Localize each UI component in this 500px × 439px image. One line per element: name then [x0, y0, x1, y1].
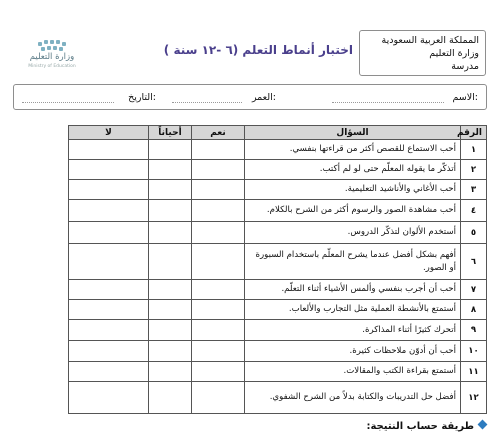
answer-yes-cell[interactable]	[192, 280, 245, 300]
answer-no-cell[interactable]	[69, 244, 149, 280]
row-number: ١	[461, 140, 487, 160]
row-number: ١٢	[461, 382, 487, 414]
row-question: أتحرك كثيرًا أثناء المذاكرة.	[245, 320, 461, 341]
row-question: أفضل حل التدريبات والكتابة بدلاً من الشرح الشفوي.	[245, 382, 461, 414]
answer-sometimes-cell[interactable]	[149, 244, 192, 280]
row-number: ٣	[461, 180, 487, 200]
logo-subtext: Ministry of Education	[28, 64, 76, 69]
table-row	[69, 341, 487, 362]
learning-styles-table	[68, 125, 487, 414]
answer-yes-cell[interactable]	[192, 320, 245, 341]
row-number: ٢	[461, 160, 487, 180]
table-row	[69, 320, 487, 341]
name-label: الاسم:	[452, 92, 478, 103]
answer-yes-cell[interactable]	[192, 140, 245, 160]
table-row	[69, 280, 487, 300]
answer-no-cell[interactable]	[69, 382, 149, 414]
ministry-label: وزارة التعليم	[429, 48, 479, 59]
answer-no-cell[interactable]	[69, 362, 149, 382]
header-sometimes: أحياناً	[149, 126, 192, 140]
country-label: المملكة العربية السعودية	[381, 35, 479, 46]
age-line[interactable]	[172, 94, 242, 103]
school-info-box	[359, 30, 486, 76]
answer-yes-cell[interactable]	[192, 300, 245, 320]
date-line[interactable]	[22, 94, 114, 103]
table-row	[69, 140, 487, 160]
answer-no-cell[interactable]	[69, 280, 149, 300]
answer-yes-cell[interactable]	[192, 160, 245, 180]
logo-text: وزارة التعليم	[29, 52, 75, 62]
answer-yes-cell[interactable]	[192, 222, 245, 244]
answer-yes-cell[interactable]	[192, 244, 245, 280]
row-number: ٨	[461, 300, 487, 320]
answer-no-cell[interactable]	[69, 160, 149, 180]
student-info-box	[13, 84, 487, 110]
answer-no-cell[interactable]	[69, 140, 149, 160]
row-question: أستمتع بالأنشطة العملية مثل التجارب والألعاب.	[245, 300, 461, 320]
row-question: أستمتع بقراءة الكتب والمقالات.	[245, 362, 461, 382]
answer-sometimes-cell[interactable]	[149, 200, 192, 222]
result-section-heading	[366, 421, 486, 432]
row-number: ٥	[461, 222, 487, 244]
result-label: طريقة حساب النتيجة:	[366, 421, 474, 432]
page-title: اختبار أنماط التعلم (٦ -١٢ سنة )	[163, 43, 353, 57]
answer-sometimes-cell[interactable]	[149, 180, 192, 200]
answer-sometimes-cell[interactable]	[149, 140, 192, 160]
table-row	[69, 180, 487, 200]
answer-no-cell[interactable]	[69, 200, 149, 222]
diamond-bullet-icon	[478, 420, 488, 430]
answer-yes-cell[interactable]	[192, 382, 245, 414]
answer-sometimes-cell[interactable]	[149, 320, 192, 341]
row-number: ٩	[461, 320, 487, 341]
answer-no-cell[interactable]	[69, 300, 149, 320]
row-number: ١٠	[461, 341, 487, 362]
row-question: أحب أن أدوّن ملاحظات كثيرة.	[245, 341, 461, 362]
row-question: أحب أن أجرب بنفسي وألمس الأشياء أثناء التعلّم.	[245, 280, 461, 300]
row-number: ٦	[461, 244, 487, 280]
answer-sometimes-cell[interactable]	[149, 280, 192, 300]
row-question: أحب الاستماع للقصص أكثر من قراءتها بنفسي.	[245, 140, 461, 160]
answer-sometimes-cell[interactable]	[149, 300, 192, 320]
header-yes: نعم	[192, 126, 245, 140]
date-label: التاريخ:	[128, 92, 156, 103]
row-number: ٧	[461, 280, 487, 300]
table-row	[69, 362, 487, 382]
answer-sometimes-cell[interactable]	[149, 222, 192, 244]
answer-sometimes-cell[interactable]	[149, 382, 192, 414]
answer-sometimes-cell[interactable]	[149, 362, 192, 382]
answer-sometimes-cell[interactable]	[149, 341, 192, 362]
name-line[interactable]	[332, 94, 444, 103]
header-number: الرقم	[461, 126, 487, 140]
row-question: أفهم بشكل أفضل عندما يشرح المعلّم باستخدام السبورة أو الصور.	[245, 244, 461, 280]
table-header-row	[69, 126, 487, 140]
answer-no-cell[interactable]	[69, 180, 149, 200]
answer-no-cell[interactable]	[69, 341, 149, 362]
answer-no-cell[interactable]	[69, 320, 149, 341]
row-question: أتذكّر ما يقوله المعلّم حتى لو لم أكتب.	[245, 160, 461, 180]
row-question: أحب الأغاني والأناشيد التعليمية.	[245, 180, 461, 200]
header-question: السؤال	[245, 126, 461, 140]
answer-sometimes-cell[interactable]	[149, 160, 192, 180]
table-row	[69, 160, 487, 180]
table-row	[69, 222, 487, 244]
answer-yes-cell[interactable]	[192, 362, 245, 382]
answer-yes-cell[interactable]	[192, 180, 245, 200]
header-no: لا	[69, 126, 149, 140]
age-label: العمر:	[251, 92, 276, 103]
table-row	[69, 200, 487, 222]
table-row	[69, 382, 487, 414]
table-row	[69, 244, 487, 280]
table-row	[69, 300, 487, 320]
school-label: مدرسة	[451, 61, 479, 72]
answer-no-cell[interactable]	[69, 222, 149, 244]
answer-yes-cell[interactable]	[192, 200, 245, 222]
row-number: ١١	[461, 362, 487, 382]
row-question: أستخدم الألوان لتذكّر الدروس.	[245, 222, 461, 244]
row-number: ٤	[461, 200, 487, 222]
row-question: أحب مشاهدة الصور والرسوم أكثر من الشرح بالكلام.	[245, 200, 461, 222]
answer-yes-cell[interactable]	[192, 341, 245, 362]
